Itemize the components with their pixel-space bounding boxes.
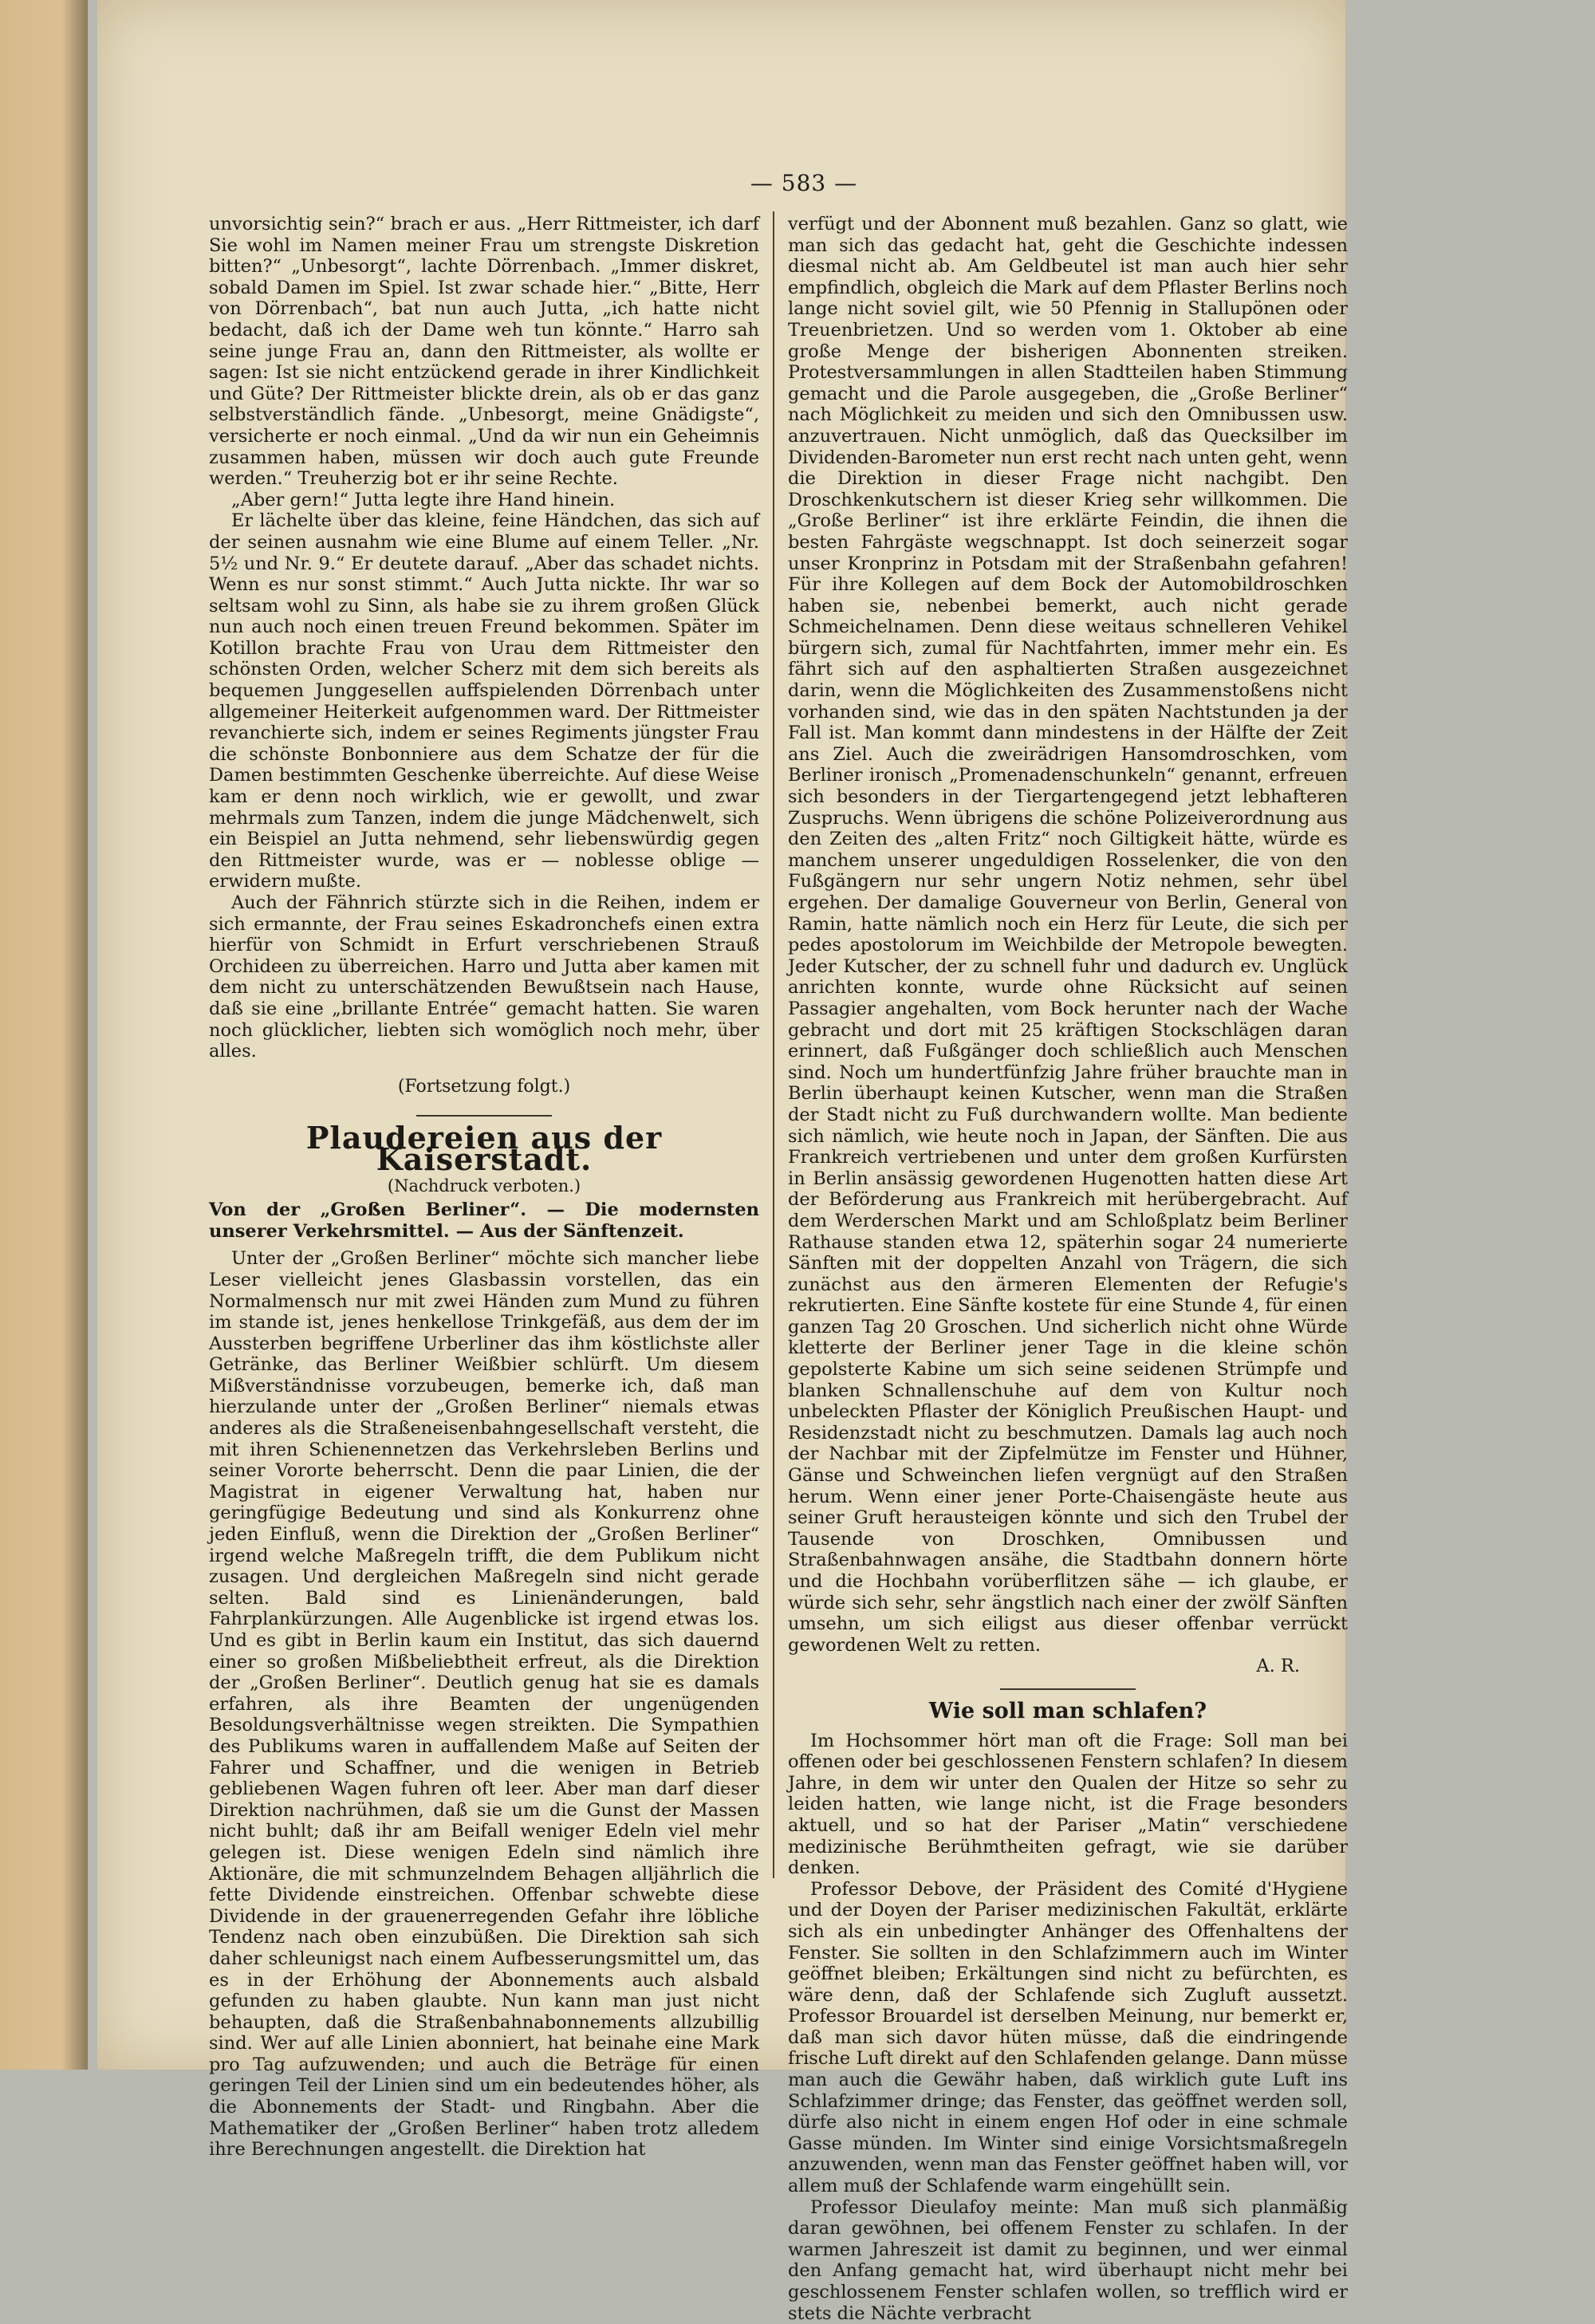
article-subtitle: Von der „Großen Berliner“. — Die modernsten unserer Verkehrsmittel. — Aus der Sänftenzeit. <box>209 1199 759 1242</box>
story-paragraph: Auch der Fähnrich stürzte sich in die Reihen, indem er sich ermannte, der Frau seines Eskadronchefs einen extra hierfür von Schmidt in Erfurt verschriebenen Strauß Orchideen zu überreichen. Harro und Jutta aber kamen mit dem nicht zu unterschätzenden Bewußtsein nach Hause, daß sie eine „brillante Entrée“ gemacht hatten. Sie waren noch glücklicher, liebten sich womöglich noch mehr, über alles. <box>209 892 759 1062</box>
section-rule <box>1000 1688 1136 1690</box>
article-title: Plaudereien aus der Kaiserstadt. <box>305 1120 663 1177</box>
reprint-notice: (Nachdruck verboten.) <box>387 1176 581 1195</box>
column-divider <box>773 211 774 1878</box>
section-paragraph: Im Hochsommer hört man oft die Frage: Soll man bei offenen oder bei geschlossenen Fenstern schlafen? In diesem Jahre, in dem wir unter den Qualen der Hitze so sehr zu leiden hatten, wie lange nicht, ist die Frage besonders aktuell, und so hat der Pariser „Matin“ verschiedene medizinische Berühmtheiten gefragt, wie sie darüber denken. <box>788 1730 1348 1879</box>
section-paragraph: Professor Debove, der Präsident des Comité d'Hygiene und der Doyen der Pariser medizinischen Fakultät, erklärte sich als ein unbedingter Anhänger des Offenhaltens der Fenster. Sie sollten in den Schlafzimmern auch im Winter geöffnet bleiben; Erkältungen sind nicht zu befürchten, es wäre denn, daß der Schlafende sich Zugluft aussetzt. Professor Brouardel ist derselben Meinung, nur bemerkt er, daß man sich davor hüten müsse, daß die eindringende frische Luft direkt auf den Schlafenden gelange. Dann müsse man auch die Gewähr haben, daß wirklich gute Luft ins Schlafzimmer dringe; das Fenster, das geöffnet werden soll, dürfe also nicht in einem engen Hof oder in eine schmale Gasse münden. Im Winter sind einige Vorsichtsmaßregeln anzuwenden, wenn man das Fenster geöffnet haben will, vor allem muß der Schlafende warm eingehüllt sein. <box>788 1878 1348 2197</box>
previous-page-edge <box>0 0 88 2070</box>
section-rule <box>416 1115 552 1117</box>
right-column <box>788 214 1348 2324</box>
section-paragraph: Professor Dieulafoy meinte: Man muß sich planmäßig daran gewöhnen, bei offenem Fenster zu schlafen. In der warmen Jahreszeit ist damit zu beginnen, und wer einmal den Anfang gemacht hat, wird überhaupt nicht mehr bei geschlossenem Fenster schlafen wollen, so trefflich wird er stets die Nächte verbracht <box>788 2196 1348 2324</box>
story-paragraph: Er lächelte über das kleine, feine Händchen, das sich auf der seinen ausnahm wie eine Blume auf einem Teller. „Nr. 5½ und Nr. 9.“ Er deutete darauf. „Aber das schadet nichts. Wenn es nur sonst stimmt.“ Auch Jutta nickte. Ihr war so seltsam wohl zu Sinn, als habe sie zu ihrem großen Glück nun auch noch einen treuen Freund bekommen. Später im Kotillon brachte Frau von Urau dem Rittmeister den schönsten Orden, welcher Scherz mit dem sich bereits als bequemen Junggesellen auffspielenden Dörrenbach unter allgemeiner Heiterkeit aufgenommen ward. Der Rittmeister revanchierte sich, indem er seines Regiments jüngster Frau die schönste Bonbonniere aus dem Schatze der für die Damen bestimmten Geschenke überreichte. Auf diese Weise kam er denn noch wirklich, wie er gewollt, und zwar mehrmals zum Tanzen, indem die junge Mädchenwelt, sich ein Beispiel an Jutta nehmend, sehr liebenswürdig gegen den Rittmeister wurde, was er — noblesse oblige — erwidern mußte. <box>209 510 759 892</box>
story-paragraph: „Aber gern!“ Jutta legte ihre Hand hinein. <box>231 489 616 510</box>
section-title: Wie soll man schlafen? <box>928 1698 1207 1723</box>
article-paragraph: verfügt und der Abonnent muß bezahlen. Ganz so glatt, wie man sich das gedacht hat, geht die Geschichte indessen diesmal nicht ab. Am Geldbeutel ist man auch hier sehr empfindlich, obgleich die Mark auf dem Pflaster Berlins noch lange nicht soviel gilt, wie 50 Pfennig in Stallupönen oder Treuenbrietzen. Und so werden vom 1. Oktober ab eine große Menge der bisherigen Abonnenten streiken. Protestversammlungen in allen Stadtteilen haben Stimmung gemacht und die Parole ausgegeben, die „Große Berliner“ nach Möglichkeit zu meiden und sich den Omnibussen usw. anzuvertrauen. Nicht unmöglich, daß das Quecksilber im Dividenden-Barometer nun erst recht nach unten geht, wenn die Direktion in dieser Frage nicht nachgibt. Den Droschkenkutschern ist dieser Krieg sehr willkommen. Die „Große Berliner“ ist ihre erklärte Feindin, die ihnen die besten Fahrgäste wegschnappt. Ist doch seinerzeit sogar unser Kronprinz in Potsdam mit der Straßenbahn gefahren! Für ihre Kollegen auf dem Bock der Automobildroschken haben sie, nebenbei bemerkt, auch nicht gerade Schmeichelnamen. Denn diese weitaus schnelleren Vehikel bürgern sich, zumal für Nachtfahrten, immer mehr ein. Es fährt sich auf den asphaltierten Straßen ausgezeichnet darin, wenn die Möglichkeiten des Zusammenstoßens nicht vorhanden sind, wie das in den späten Nachtstunden ja der Fall ist. Man kommt dann mindestens in der Hälfte der Zeit ans Ziel. Auch die zweirädrigen Hansomdroschken, vom Berliner ironisch „Promenadenschunkeln“ genannt, erfreuen sich besonders in der Tiergartengegend jetzt lebhafteren Zuspruchs. Wenn übrigens die schöne Polizeiverordnung aus den Zeiten des „alten Fritz“ noch Giltigkeit hätte, würde es manchem unserer ungeduldigen Rosselenker, die von den Fußgängern nur sehr ungern Notiz nehmen, sehr übel ergehen. Der damalige Gouverneur von Berlin, General von Ramin, hatte nämlich noch ein Herz für Leute, die sich per pedes apostolorum im Weichbilde der Metropole bewegten. Jeder Kutscher, der zu schnell fuhr und dadurch ev. Unglück anrichten konnte, wurde ohne Rücksicht auf seinen Passagier angehalten, vom Bock herunter nach der Wache gebracht und dort mit 25 kräftigen Stockschlägen daran erinnert, daß Fußgänger doch schließlich auch Menschen sind. Noch um hundertfünfzig Jahre früher brauchte man in Berlin überhaupt keinen Kutscher, wenn man die Straßen der Stadt nicht zu Fuß durchwandern wollte. Man bediente sich nämlich, wie heute noch in Japan, der Sänften. Die aus Frankreich vertriebenen und unter dem großen Kurfürsten in Berlin ansässig gewordenen Hugenotten hatten diese Art der Beförderung aus Frankreich mit herübergebracht. Auf dem Werderschen Markt und am Schloßplatz beim Berliner Rathause standen etwa 12, späterhin sogar 24 numerierte Sänften mit der doppelten Anzahl von Trägern, die sich zunächst aus den ärmeren Elementen der Refugie's rekrutierten. Eine Sänfte kostete für eine Stunde 4, für einen ganzen Tag 20 Groschen. Und sicherlich nicht ohne Würde kletterte der Berliner jener Tage in die kleine schön gepolsterte Kabine um sich seine seidenen Strümpfe und blanken Schnallenschuhe auf dem von Kultur noch unbeleckten Pflaster der Königlich Preußischen Haupt- und Residenzstadt nicht zu beschmutzen. Damals lag auch noch der Nachbar mit der Zipfelmütze im Fenster und Hühner, Gänse und Schweinchen liefen vergnügt auf den Straßen herum. Wenn einer jener Porte-Chaisengäste heute aus seiner Gruft herausteigen könnte und sich den Trubel der Tausende von Droschken, Omnibussen und Straßenbahnwagen ansähe, die Stadtbahn donnern hörte und die Hochbahn vorüberflitzen sähe — ich glaube, er würde sich sehr, sehr ängstlich nach einer der zwölf Sänften umsehn, um sich eiligst aus dieser offenbar verrückt gewordenen Welt zu retten. <box>788 214 1348 1656</box>
story-paragraph: unvorsichtig sein?“ brach er aus. „Herr Rittmeister, ich darf Sie wohl im Namen meiner Frau um strengste Diskretion bitten?“ „Unbesorgt“, lachte Dörrenbach. „Immer diskret, sobald Damen im Spiel. Ist zwar schade hier.“ „Bitte, Herr von Dörrenbach“, bat nun auch Jutta, „ich hatte nicht bedacht, daß ich der Dame weh tun könnte.“ Harro sah seine junge Frau an, dann den Rittmeister, als wollte er sagen: Ist sie nicht entzückend gerade in ihrer Kindlichkeit und Güte? Der Rittmeister blickte drein, als ob er das ganz selbstverständlich fände. „Unbesorgt, meine Gnädigste“, versicherte er noch einmal. „Und da wir nun ein Geheimnis zusammen haben, müssen wir doch auch gute Freunde werden.“ Treuherzig bot er ihr seine Rechte. <box>209 214 759 490</box>
page-number: — 583 — <box>750 170 858 196</box>
author-signature: A. R. <box>1256 1656 1300 1677</box>
article-paragraph: Unter der „Großen Berliner“ möchte sich mancher liebe Leser vielleicht jenes Glasbassin vorstellen, das ein Normalmensch nur mit zwei Händen zum Mund zu führen im stande ist, jenes henkellose Trinkgefäß, aus dem der im Aussterben begriffene Urberliner das ihm köstlichste aller Getränke, das Berliner Weißbier schlürft. Um diesem Mißverständnisse vorzubeugen, bemerke ich, daß man hierzulande unter der „Großen Berliner“ niemals etwas anderes als die Straßeneisenbahngesellschaft versteht, die mit ihren Schienennetzen das Verkehrsleben Berlins und seiner Vororte beherrscht. Denn die paar Linien, die der Magistrat in eigener Verwaltung hat, haben nur geringfügige Bedeutung und sind als Konkurrenz ohne jeden Einfluß, wenn die Direktion der „Großen Berliner“ irgend welche Maßregeln trifft, die dem Publikum nicht zusagen. Und dergleichen Maßregeln sind nicht gerade selten. Bald sind es Linienänderungen, bald Fahrplankürzungen. Alle Augenblicke ist irgend etwas los. Und es gibt in Berlin kaum ein Institut, das sich dauernd einer so großen Mißbeliebtheit erfreut, als die Direktion der „Großen Berliner“. Deutlich genug hat sie es damals erfahren, als ihre Beamten der ungenügenden Besoldungsverhältnisse wegen streikten. Die Sympathien des Publikums waren in auffallendem Maße auf Seiten der Fahrer und Schaffner, und die wenigen in Betrieb gebliebenen Wagen fuhren oft leer. Aber man darf dieser Direktion nachrühmen, daß sie um die Gunst der Massen nicht buhlt; daß ihr am Beifall weniger Edeln viel mehr gelegen ist. Diese wenigen Edeln sind nämlich ihre Aktionäre, die mit schmunzelndem Behagen alljährlich die fette Dividende einstreichen. Offenbar schwebte diese Dividende in der grauenerregenden Gefahr ihre löbliche Tendenz nach oben einzubüßen. Die Direktion sah sich daher schleunigst nach einem Aufbesserungsmittel um, das es in der Erhöhung der Abonnements auch alsbald gefunden zu haben glaubte. Nun kann man just nicht behaupten, daß die Straßenbahnabonnements allzubillig sind. Wer auf alle Linien abonniert, hat beinahe eine Mark pro Tag aufzuwenden; und auch die Beträge für einen geringen Teil der Linien sind um ein bedeutendes höher, als die Abonnements der Stadt- und Ringbahn. Aber die Mathematiker der „Großen Berliner“ haben trotz alledem ihre Berechnungen angestellt. die Direktion hat <box>209 1248 759 2161</box>
continued-note: (Fortsetzung folgt.) <box>397 1076 571 1097</box>
left-column <box>209 214 759 2161</box>
